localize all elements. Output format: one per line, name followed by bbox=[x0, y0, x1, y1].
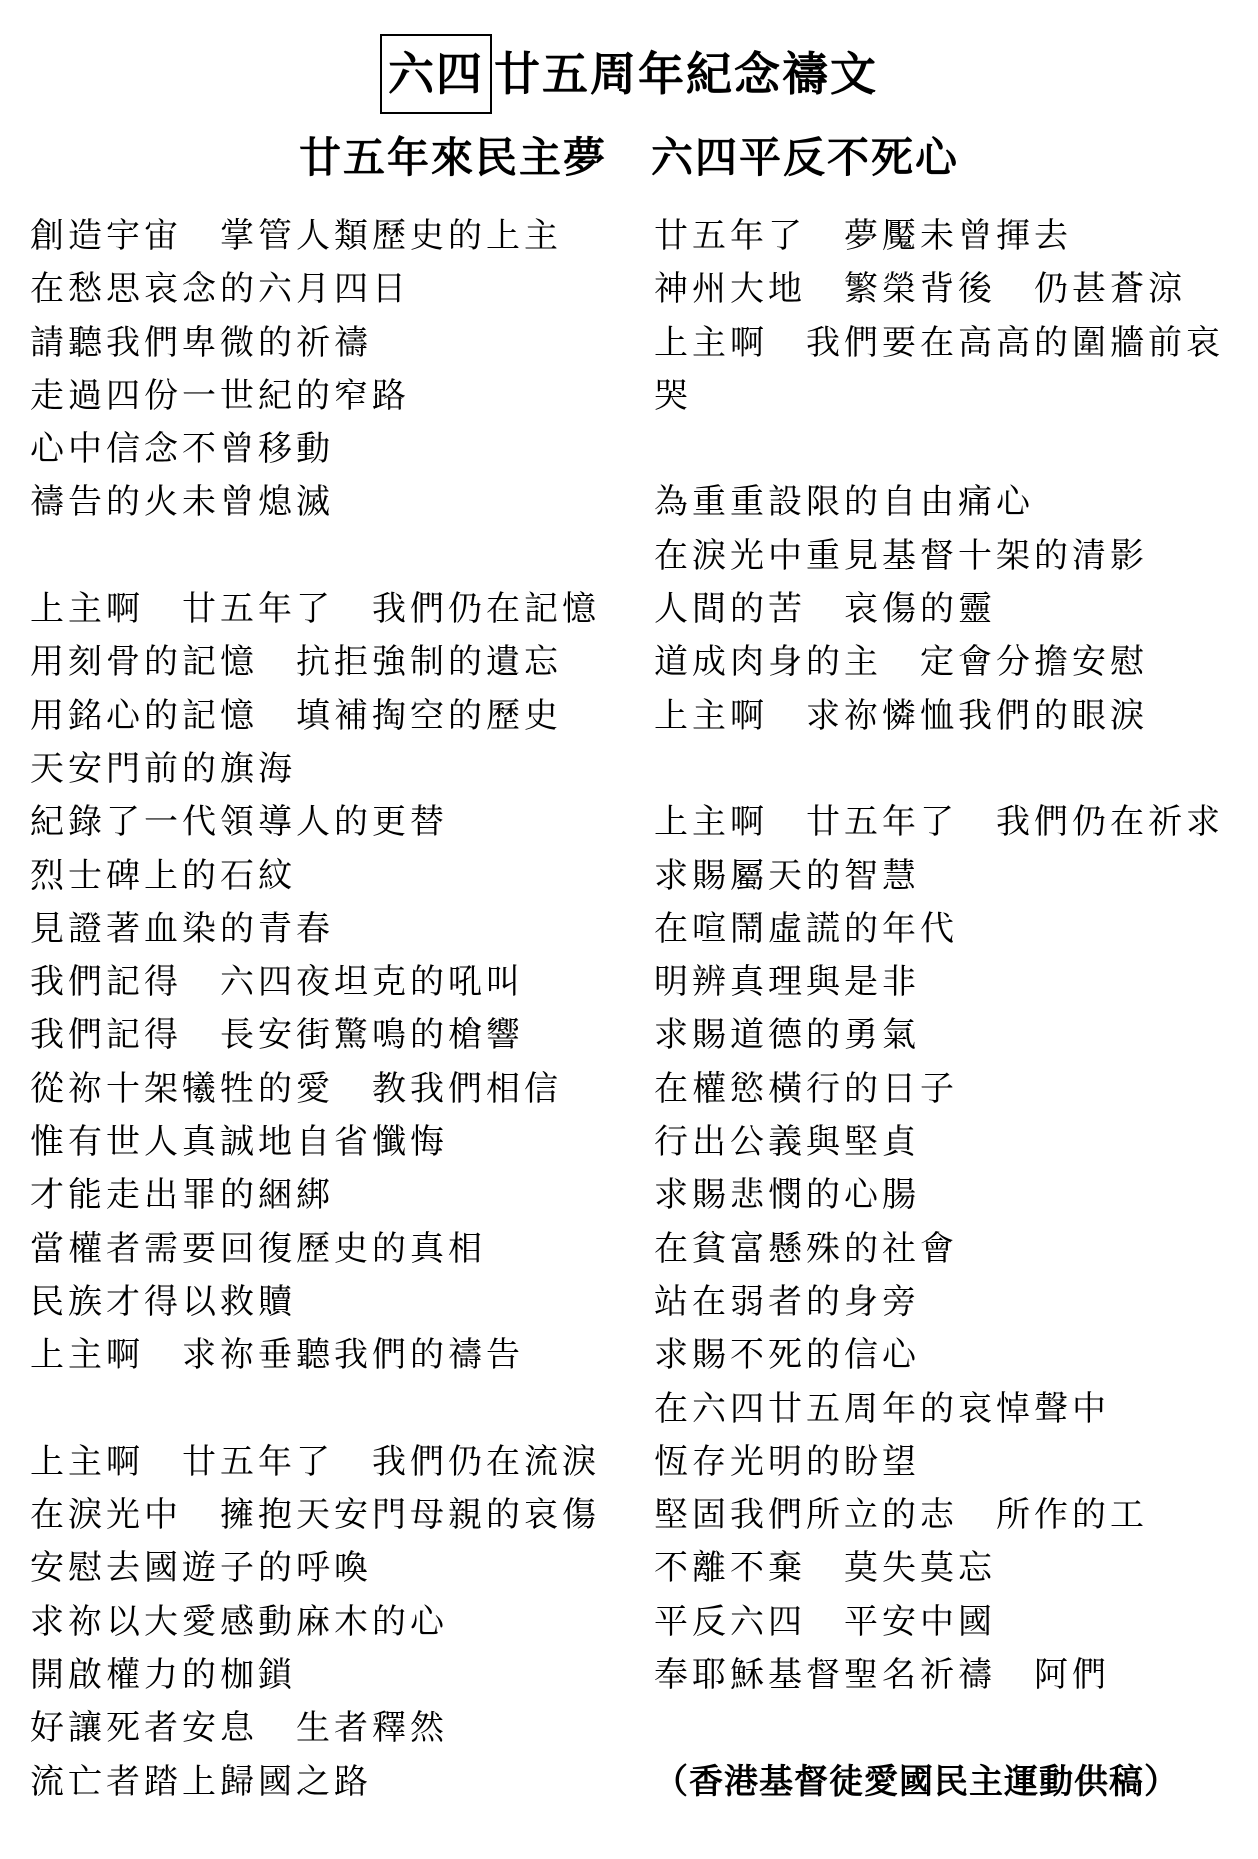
poem-line: 行出公義與堅貞 bbox=[654, 1122, 920, 1163]
poem-line bbox=[654, 743, 1224, 796]
poem-line bbox=[654, 1702, 1224, 1755]
poem-line: 惟有世人真誠地自省懺悔 bbox=[30, 1122, 448, 1163]
poem-line: 道成肉身的主 定會分擔安慰 bbox=[654, 642, 1148, 683]
poem-line: 站在弱者的身旁 bbox=[654, 1281, 920, 1322]
poem-line: 求賜悲憫的心腸 bbox=[654, 1175, 920, 1216]
poem-line: 創造宇宙 掌管人類歷史的上主 bbox=[30, 216, 562, 256]
poem-line: 我們記得 六四夜坦克的吼叫 bbox=[30, 962, 524, 1003]
poem-line: 在六四廿五周年的哀悼聲中 bbox=[654, 1388, 1110, 1429]
poem-line bbox=[30, 530, 600, 583]
poem-line: 堅固我們所立的志 所作的工 bbox=[654, 1495, 1148, 1536]
poem-line bbox=[654, 423, 1224, 476]
poem-line: 哭 bbox=[654, 375, 692, 416]
poem-line: 開啟權力的枷鎖 bbox=[30, 1655, 296, 1696]
poem-line bbox=[30, 1383, 600, 1436]
poem-line: 平反六四 平安中國 bbox=[654, 1601, 996, 1642]
poem-line: 流亡者踏上歸國之路 bbox=[30, 1761, 372, 1802]
credit-line: （香港基督徒愛國民主運動供稿） bbox=[654, 1761, 1179, 1802]
poem-line: 在淚光中重見基督十架的清影 bbox=[654, 535, 1148, 576]
poem-line: 烈士碑上的石紋 bbox=[30, 855, 296, 896]
poem-line: 當權者需要回復歷史的真相 bbox=[30, 1228, 486, 1269]
poem-line: 紀錄了一代領導人的更替 bbox=[30, 802, 448, 843]
page-subtitle: 廿五年來民主夢 六四平反不死心 bbox=[298, 133, 959, 182]
poem-line: 禱告的火未曾熄滅 bbox=[30, 482, 334, 523]
poem-line: 在權慾橫行的日子 bbox=[654, 1068, 958, 1109]
poem-line: 不離不棄 莫失莫忘 bbox=[654, 1548, 996, 1589]
poem-line: 走過四份一世紀的窄路 bbox=[30, 375, 410, 416]
poem-line: 請聽我們卑微的祈禱 bbox=[30, 322, 372, 363]
left-column bbox=[30, 210, 600, 1809]
poem-line: 從祢十架犧牲的愛 教我們相信 bbox=[30, 1068, 562, 1109]
poem-line: 上主啊 廿五年了 我們仍在記憶 bbox=[30, 589, 600, 630]
poem-line: 上主啊 廿五年了 我們仍在流淚 bbox=[30, 1441, 600, 1482]
poem-line: 在貧富懸殊的社會 bbox=[654, 1228, 958, 1269]
poem-line: 民族才得以救贖 bbox=[30, 1281, 296, 1322]
poem-line: 為重重設限的自由痛心 bbox=[654, 482, 1034, 523]
title-block bbox=[0, 34, 1258, 188]
page-title bbox=[0, 34, 1258, 114]
title-text: 廿五周年紀念禱文 bbox=[494, 47, 878, 101]
poem-line: 上主啊 求祢憐恤我們的眼淚 bbox=[654, 695, 1148, 736]
poem-line: 上主啊 廿五年了 我們仍在祈求 bbox=[654, 802, 1224, 843]
poem-line: 求賜道德的勇氣 bbox=[654, 1015, 920, 1056]
poem-line: 明辨真理與是非 bbox=[654, 962, 920, 1003]
poem-line: 上主啊 求祢垂聽我們的禱告 bbox=[30, 1335, 524, 1376]
poem-line: 在喧鬧虛謊的年代 bbox=[654, 908, 958, 949]
poem-line: 上主啊 我們要在高高的圍牆前哀 bbox=[654, 322, 1224, 363]
poem-line: 在淚光中 擁抱天安門母親的哀傷 bbox=[30, 1495, 600, 1536]
poem-line: 用刻骨的記憶 抗拒強制的遺忘 bbox=[30, 642, 562, 683]
poem-line: 我們記得 長安街驚鳴的槍響 bbox=[30, 1015, 524, 1056]
poem-line: 奉耶穌基督聖名祈禱 阿們 bbox=[654, 1655, 1110, 1696]
poem-line: 人間的苦 哀傷的靈 bbox=[654, 589, 996, 630]
poem-line: 好讓死者安息 生者釋然 bbox=[30, 1708, 448, 1749]
poem-line: 天安門前的旗海 bbox=[30, 748, 296, 789]
poem-line: 在愁思哀念的六月四日 bbox=[30, 269, 410, 310]
poem-line: 恆存光明的盼望 bbox=[654, 1441, 920, 1482]
poem-line: 求賜屬天的智慧 bbox=[654, 855, 920, 896]
poem-line: 見證著血染的青春 bbox=[30, 908, 334, 949]
title-boxed-text: 六四 bbox=[380, 34, 492, 114]
poem-line: 才能走出罪的綑綁 bbox=[30, 1175, 334, 1216]
poem-line: 神州大地 繁榮背後 仍甚蒼涼 bbox=[654, 269, 1186, 310]
poem-line: 心中信念不曾移動 bbox=[30, 429, 334, 470]
poem-line: 用銘心的記憶 填補掏空的歷史 bbox=[30, 695, 562, 736]
poem-line: 廿五年了 夢魘未曾揮去 bbox=[654, 216, 1072, 256]
poem-line: 求賜不死的信心 bbox=[654, 1335, 920, 1376]
poem-line: 求祢以大愛感動麻木的心 bbox=[30, 1601, 448, 1642]
poem-line: 安慰去國遊子的呼喚 bbox=[30, 1548, 372, 1589]
right-column bbox=[654, 210, 1224, 1809]
